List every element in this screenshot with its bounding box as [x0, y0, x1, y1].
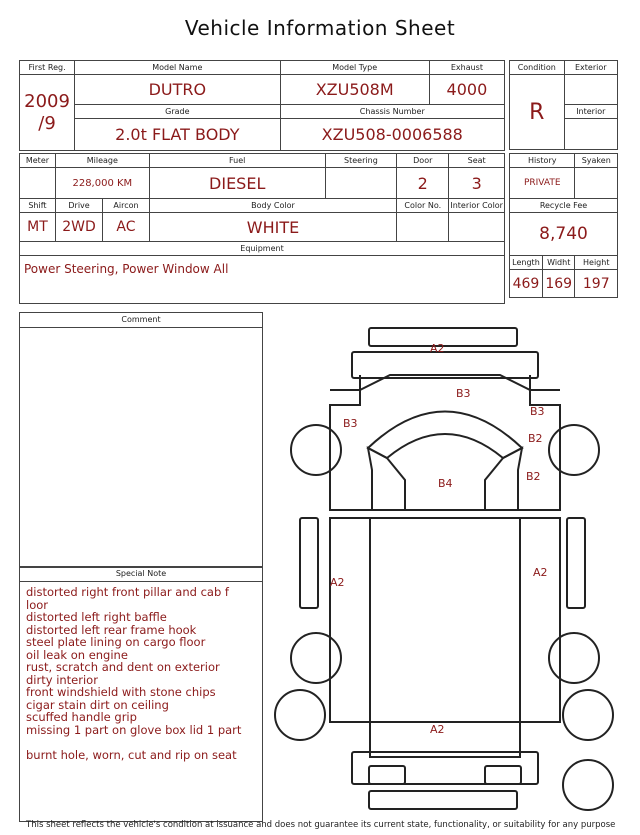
exterior-value [564, 75, 617, 105]
mark-b3-left: B3 [343, 417, 358, 430]
chassis-label: Chassis Number [280, 104, 504, 118]
first-reg-month: /9 [38, 112, 56, 134]
length-value: 469 [510, 270, 543, 298]
grade-label: Grade [75, 104, 280, 118]
mark-b3-right: B3 [530, 405, 545, 418]
cargo-bed [330, 518, 560, 722]
footer-disclaimer: This sheet reflects the vehicle's condition at issuance and does not guarantee its current state, functionality, or suitability for any purpose [26, 820, 616, 830]
history-label: History [510, 154, 575, 168]
syaken-label: Syaken [575, 154, 618, 168]
condition-value: R [510, 75, 565, 150]
seat-label: Seat [449, 154, 505, 168]
color-no-label: Color No. [397, 199, 449, 213]
model-name-value: DUTRO [75, 75, 280, 105]
mark-b4: B4 [438, 477, 453, 490]
special-note-item: steel plate lining on cargo floor [26, 635, 206, 649]
rear-right-wheel-inner [549, 633, 599, 683]
first-reg-year: 2009 [24, 90, 70, 112]
mark-b3-top: B3 [456, 387, 471, 400]
special-note-item: burnt hole, worn, cut and rip on seat [26, 747, 237, 762]
special-note-item: front windshield with stone chips [26, 685, 216, 699]
height-value: 197 [575, 270, 618, 298]
mark-a2-left: A2 [330, 576, 345, 589]
mark-b2-right-1: B2 [528, 432, 543, 445]
special-note-item: dirty interior [26, 672, 98, 687]
length-label: Length [510, 256, 543, 270]
condition-table [509, 60, 618, 150]
special-note-item: oil leak on engine [26, 647, 128, 662]
top-info-table [19, 60, 505, 151]
special-note-item: distorted left right baffle [26, 610, 167, 624]
door-value: 2 [397, 168, 449, 199]
front-left-wheel [291, 425, 341, 475]
equipment-cell [20, 256, 505, 304]
special-note-item: rust, scratch and dent on exterior [26, 660, 220, 674]
grade-value: 2.0t FLAT BODY [75, 119, 280, 151]
side-info-table [509, 153, 618, 298]
chassis-value: XZU508-0006588 [280, 119, 504, 151]
page-title: Vehicle Information Sheet [184, 16, 456, 40]
middle-info-table [19, 153, 505, 304]
comment-panel [19, 312, 263, 568]
body-color-value: WHITE [149, 213, 396, 242]
fuel-label: Fuel [149, 154, 325, 168]
interior-color-value [449, 213, 505, 242]
steering-value [325, 168, 397, 199]
front-right-wheel [549, 425, 599, 475]
special-note-panel [19, 566, 263, 822]
cab-corners [360, 375, 530, 405]
rear-left-wheel [275, 690, 325, 740]
mileage-label: Mileage [55, 154, 149, 168]
special-note-item: distorted left rear frame hook [26, 622, 197, 637]
special-note-item: loor [26, 597, 48, 612]
body-color-label: Body Color [149, 199, 396, 213]
truck-damage-diagram [270, 318, 620, 818]
exhaust-value: 4000 [429, 75, 504, 105]
recycle-label: Recycle Fee [510, 199, 618, 213]
right-door-window [485, 448, 522, 510]
right-step [567, 518, 585, 608]
spare-wheel [563, 760, 613, 810]
special-note-item: cigar stain dirt on ceiling [26, 697, 169, 712]
color-no-value [397, 213, 449, 242]
special-note-item: missing 1 part on glove box lid 1 part [26, 722, 242, 737]
special-note-list [20, 582, 262, 761]
comment-label: Comment [20, 313, 262, 328]
equipment-value: Power Steering, Power Window All [24, 262, 229, 276]
rear-left-wheel-inner [291, 633, 341, 683]
rear-bumper-bottom [369, 791, 517, 809]
first-reg-cell [20, 75, 75, 151]
history-value: PRIVATE [510, 168, 575, 199]
exterior-label: Exterior [564, 61, 617, 75]
condition-label: Condition [510, 61, 565, 75]
mark-a2-top: A2 [430, 342, 445, 355]
fuel-value: DIESEL [149, 168, 325, 199]
interior-label: Interior [564, 105, 617, 119]
height-label: Height [575, 256, 618, 270]
drive-label: Drive [55, 199, 102, 213]
steering-label: Steering [325, 154, 397, 168]
left-step [300, 518, 318, 608]
special-note-label: Special Note [20, 567, 262, 582]
special-note-item: scuffed handle grip [26, 710, 137, 724]
mark-b2-right-2: B2 [526, 470, 541, 483]
model-name-label: Model Name [75, 61, 280, 75]
aircon-label: Aircon [103, 199, 150, 213]
interior-value [564, 119, 617, 150]
interior-color-label: Interior Color [449, 199, 505, 213]
width-label: Widht [542, 256, 575, 270]
exhaust-label: Exhaust [429, 61, 504, 75]
equipment-label: Equipment [20, 242, 505, 256]
special-note-item [26, 736, 262, 749]
width-value: 169 [542, 270, 575, 298]
syaken-value [575, 168, 618, 199]
seat-value: 3 [449, 168, 505, 199]
drive-value: 2WD [55, 213, 102, 242]
shift-value: MT [20, 213, 56, 242]
first-reg-label: First Reg. [20, 61, 75, 75]
mark-a2-bottom: A2 [430, 723, 445, 736]
recycle-value: 8,740 [510, 213, 618, 256]
windshield [368, 412, 522, 459]
mileage-value: 228,000 KM [55, 168, 149, 199]
model-type-value: XZU508M [280, 75, 429, 105]
shift-label: Shift [20, 199, 56, 213]
left-door-window [368, 448, 405, 510]
aircon-value: AC [103, 213, 150, 242]
meter-label: Meter [20, 154, 56, 168]
door-label: Door [397, 154, 449, 168]
rear-right-wheel [563, 690, 613, 740]
meter-value [20, 168, 56, 199]
model-type-label: Model Type [280, 61, 429, 75]
mark-a2-right: A2 [533, 566, 548, 579]
special-note-item: distorted right front pillar and cab f [26, 585, 229, 599]
